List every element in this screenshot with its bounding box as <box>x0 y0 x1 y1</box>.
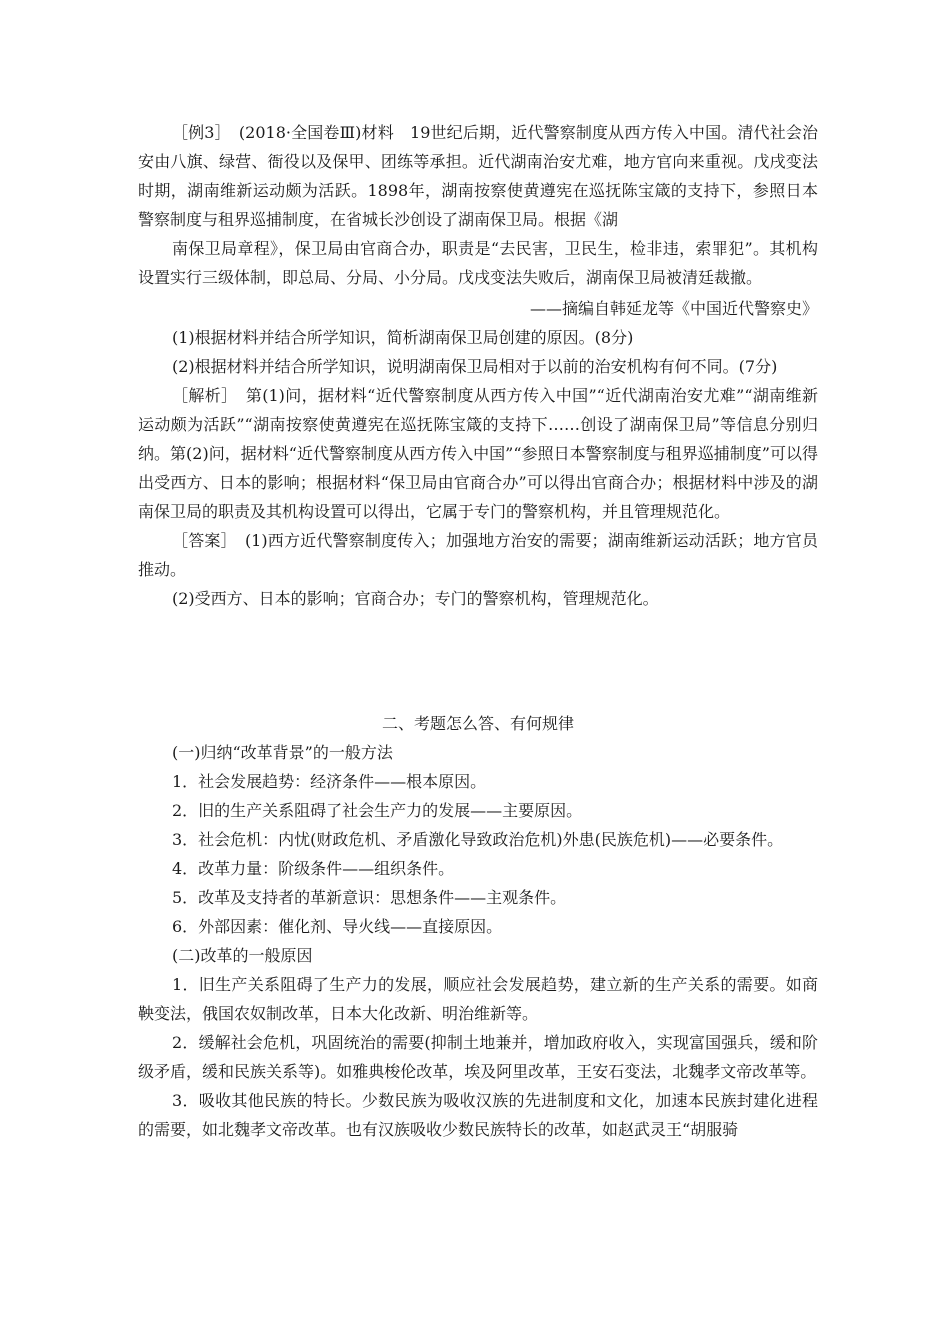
part2-heading: (二)改革的一般原因 <box>172 946 313 965</box>
part1-item: 2．旧的生产关系阻碍了社会生产力的发展——主要原因。 <box>172 801 583 820</box>
analysis: ［解析］ 第(1)问，据材料“近代警察制度从西方传入中国”“近代湖南治安尤难”“湖南维新运动颇为活跃”“湖南按察使黄遵宪在巡抚陈宝箴的支持下……创设了湖南保卫局”等信息分别归纳。第(2)问，据材料“近代警察制度从西方传入中国”“参照日本警察制度与租界巡捕制度”可以得出受西方、日本的影响；根据材料“保卫局由官商合办”可以得出官商合办；根据材料中涉及的湖南保卫局的职责及其机构设置可以得出，它属于专门的警察机构，并且管理规范化。 <box>138 386 818 521</box>
section-title: 二、考题怎么答、有何规律 <box>381 714 574 733</box>
example-material: ［例3］ (2018·全国卷Ⅲ)材料 19世纪后期，近代警察制度从西方传入中国。清代社会治安由八旗、绿营、衙役以及保甲、团练等承担。近代湖南治安尤难，地方官向来重视。戊戌变法时期，湖南维新运动颇为活跃。1898年，湖南按察使黄遵宪在巡抚陈宝箴的支持下，参照日本警察制度与租界巡捕制度，在省城长沙创设了湖南保卫局。根据《湖 <box>138 123 818 229</box>
material-source: ——摘编自韩延龙等《中国近代警察史》 <box>529 299 818 318</box>
part1-item: 4．改革力量：阶级条件——组织条件。 <box>172 859 455 878</box>
part2-item: 3．吸收其他民族的特长。少数民族为吸收汉族的先进制度和文化，加速本民族封建化进程的需要，如北魏孝文帝改革。也有汉族吸收少数民族特长的改革，如赵武灵王“胡服骑 <box>138 1091 818 1139</box>
question-2: (2)根据材料并结合所学知识，说明湖南保卫局相对于以前的治安机构有何不同。(7分) <box>172 357 778 376</box>
part1-item: 6．外部因素：催化剂、导火线——直接原因。 <box>172 917 503 936</box>
answer-1: ［答案］ (1)西方近代警察制度传入；加强地方治安的需要；湖南维新运动活跃；地方官员推动。 <box>138 531 818 579</box>
part1-item: 3．社会危机：内忧(财政危机、矛盾激化导致政治危机)外患(民族危机)——必要条件。 <box>172 830 784 849</box>
part1-heading: (一)归纳“改革背景”的一般方法 <box>172 743 393 762</box>
answer-2: (2)受西方、日本的影响；官商合办；专门的警察机构，管理规范化。 <box>172 589 659 608</box>
question-1: (1)根据材料并结合所学知识，简析湖南保卫局创建的原因。(8分) <box>172 328 634 347</box>
example-material-cont: 南保卫局章程》，保卫局由官商合办，职责是“去民害，卫民生，检非违，索罪犯”。其机构设置实行三级体制，即总局、分局、小分局。戊戌变法失败后，湖南保卫局被清廷裁撤。 <box>138 239 818 287</box>
spacer <box>138 613 818 709</box>
document-body <box>138 118 818 1144</box>
part1-item: 5．改革及支持者的革新意识：思想条件——主观条件。 <box>172 888 567 907</box>
part2-item: 1．旧生产关系阻碍了生产力的发展，顺应社会发展趋势，建立新的生产关系的需要。如商鞅变法，俄国农奴制改革，日本大化改新、明治维新等。 <box>138 975 818 1023</box>
part1-item: 1．社会发展趋势：经济条件——根本原因。 <box>172 772 487 791</box>
part2-item: 2．缓解社会危机，巩固统治的需要(抑制土地兼并，增加政府收入，实现富国强兵，缓和阶级矛盾，缓和民族关系等)。如雅典梭伦改革，埃及阿里改革，王安石变法，北魏孝文帝改革等。 <box>138 1033 818 1081</box>
